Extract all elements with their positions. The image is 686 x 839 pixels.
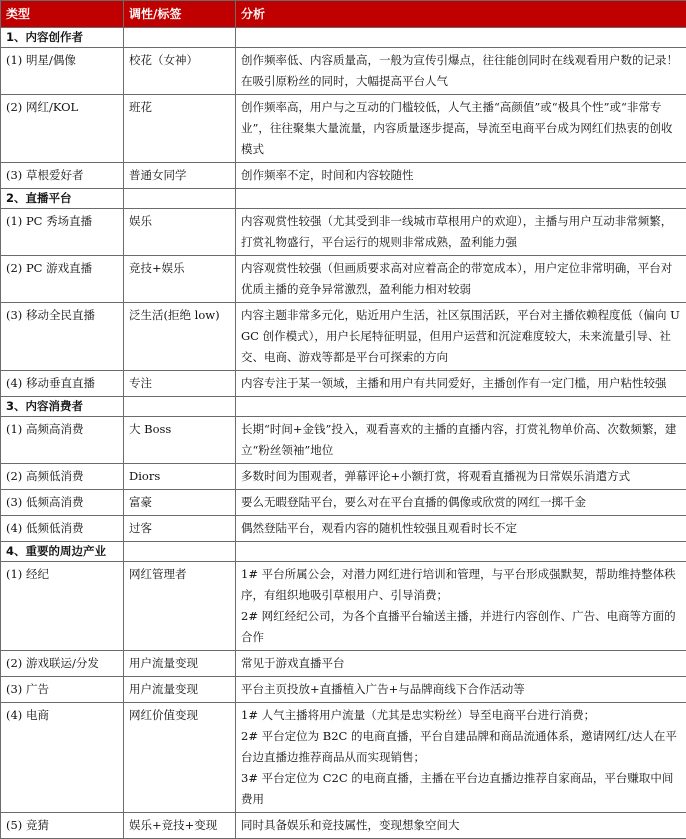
analysis-paragraph: 要么无暇登陆平台，要么对在平台直播的偶像或欣赏的网红一掷千金 [241, 492, 681, 513]
row-analysis [236, 209, 686, 256]
table-row [1, 562, 686, 651]
row-type: (3) 草根爱好者 [1, 163, 124, 189]
section-title: 3、内容消费者 [1, 397, 124, 417]
section-title: 4、重要的周边产业 [1, 542, 124, 562]
row-tone: 娱乐 [124, 209, 236, 256]
analysis-paragraph: 内容观赏性较强（但画质要求高对应着高企的带宽成本），用户定位非常明确，平台对优质主播的竞争异常激烈，盈利能力相对较弱 [241, 258, 681, 300]
row-type: (1) PC 秀场直播 [1, 209, 124, 256]
row-tone: 娱乐+竞技+变现 [124, 813, 236, 839]
row-tone: 竞技+娱乐 [124, 256, 236, 303]
analysis-paragraph: 多数时间为围观者，弹幕评论+小额打赏，将观看直播视为日常娱乐消遣方式 [241, 466, 681, 487]
analysis-paragraph: 2# 网红经纪公司，为各个直播平台输送主播，并进行内容创作、广告、电商等方面的合作 [241, 606, 681, 648]
row-type: (1) 明星/偶像 [1, 48, 124, 95]
row-tone: 校花（女神） [124, 48, 236, 95]
row-analysis [236, 417, 686, 464]
row-analysis [236, 371, 686, 397]
table-row [1, 813, 686, 839]
row-type: (2) 高频低消费 [1, 464, 124, 490]
row-analysis [236, 677, 686, 703]
table-row [1, 677, 686, 703]
table-row [1, 48, 686, 95]
row-type: (4) 电商 [1, 703, 124, 813]
row-type: (1) 高频高消费 [1, 417, 124, 464]
row-tone: 过客 [124, 516, 236, 542]
row-tone: 富豪 [124, 490, 236, 516]
row-type: (4) 移动垂直直播 [1, 371, 124, 397]
row-type: (2) 游戏联运/分发 [1, 651, 124, 677]
row-type: (3) 广告 [1, 677, 124, 703]
analysis-paragraph: 平台主页投放+直播植入广告+与品牌商线下合作活动等 [241, 679, 681, 700]
table-row [1, 163, 686, 189]
section-empty-cell [124, 28, 236, 48]
row-analysis [236, 490, 686, 516]
row-tone: 网红价值变现 [124, 703, 236, 813]
row-analysis [236, 95, 686, 163]
row-analysis [236, 562, 686, 651]
analysis-paragraph: 内容观赏性较强（尤其受到非一线城市草根用户的欢迎），主播与用户互动非常频繁，打赏礼物盛行，平台运行的规则非常成熟，盈利能力强 [241, 211, 681, 253]
row-tone: 普通女同学 [124, 163, 236, 189]
table-row [1, 651, 686, 677]
row-tone: 班花 [124, 95, 236, 163]
row-analysis [236, 256, 686, 303]
row-analysis [236, 703, 686, 813]
analysis-paragraph: 创作频率低、内容质量高，一般为宣传引爆点，往往能创同时在线观看用户数的记录！在吸引原粉丝的同时，大幅提高平台人气 [241, 50, 681, 92]
table-row [1, 417, 686, 464]
row-tone: 专注 [124, 371, 236, 397]
analysis-paragraph: 创作频率不定，时间和内容较随性 [241, 165, 681, 186]
row-analysis [236, 48, 686, 95]
table-row [1, 490, 686, 516]
row-tone: 泛生活(拒绝 low) [124, 303, 236, 371]
row-type: (2) PC 游戏直播 [1, 256, 124, 303]
row-type: (3) 低频高消费 [1, 490, 124, 516]
row-analysis [236, 163, 686, 189]
row-analysis [236, 651, 686, 677]
analysis-paragraph: 偶然登陆平台，观看内容的随机性较强且观看时长不定 [241, 518, 681, 539]
analysis-paragraph: 长期“时间+金钱”投入，观看喜欢的主播的直播内容，打赏礼物单价高、次数频繁，建立“粉丝领袖”地位 [241, 419, 681, 461]
row-type: (2) 网红/KOL [1, 95, 124, 163]
analysis-paragraph: 内容专注于某一领域，主播和用户有共同爱好，主播创作有一定门槛，用户粘性较强 [241, 373, 681, 394]
analysis-paragraph: 2# 平台定位为 B2C 的电商直播，平台自建品牌和商品流通体系，邀请网红/达人在平台边直播边推荐商品从而实现销售； [241, 726, 681, 768]
section-empty-cell [236, 189, 686, 209]
section-row [1, 189, 686, 209]
section-empty-cell [124, 397, 236, 417]
analysis-paragraph: 3# 平台定位为 C2C 的电商直播，主播在平台边直播边推荐自家商品，平台赚取中间费用 [241, 768, 681, 810]
row-type: (5) 竞猜 [1, 813, 124, 839]
header-type: 类型 [1, 1, 124, 28]
section-empty-cell [236, 397, 686, 417]
table-row [1, 209, 686, 256]
analysis-paragraph: 内容主题非常多元化，贴近用户生活，社区氛围活跃，平台对主播依赖程度低（偏向 UGC 创作模式），用户长尾特征明显，但用户运营和沉淀难度较大，未来流量引导、社交、电商、游戏等都是平台可探索的方向 [241, 305, 681, 368]
table-row [1, 95, 686, 163]
section-empty-cell [124, 542, 236, 562]
row-tone: 用户流量变现 [124, 677, 236, 703]
table-row [1, 256, 686, 303]
section-row [1, 397, 686, 417]
row-analysis [236, 516, 686, 542]
section-row [1, 28, 686, 48]
row-tone: Diors [124, 464, 236, 490]
header-analysis: 分析 [236, 1, 686, 28]
row-type: (4) 低频低消费 [1, 516, 124, 542]
table-row [1, 464, 686, 490]
section-title: 1、内容创作者 [1, 28, 124, 48]
table-row [1, 371, 686, 397]
analysis-paragraph: 创作频率高，用户与之互动的门槛较低，人气主播“高颜值”或“极具个性”或“非常专业”，往往聚集大量流量，内容质量逐步提高，导流至电商平台成为网红们热衷的创收模式 [241, 97, 681, 160]
row-tone: 网红管理者 [124, 562, 236, 651]
header-tone: 调性/标签 [124, 1, 236, 28]
row-tone: 大 Boss [124, 417, 236, 464]
row-analysis [236, 813, 686, 839]
row-type: (1) 经纪 [1, 562, 124, 651]
analysis-paragraph: 1# 人气主播将用户流量（尤其是忠实粉丝）导至电商平台进行消费； [241, 705, 681, 726]
table-row [1, 303, 686, 371]
section-title: 2、直播平台 [1, 189, 124, 209]
analysis-paragraph: 1# 平台所属公会，对潜力网红进行培训和管理，与平台形成强默契，帮助维持整体秩序，有组织地吸引草根用户、引导消费； [241, 564, 681, 606]
analysis-paragraph: 常见于游戏直播平台 [241, 653, 681, 674]
section-empty-cell [124, 189, 236, 209]
row-tone: 用户流量变现 [124, 651, 236, 677]
table-row [1, 703, 686, 813]
table-header-row [1, 1, 686, 28]
analysis-paragraph: 同时具备娱乐和竞技属性，变现想象空间大 [241, 815, 681, 836]
table-row [1, 516, 686, 542]
section-empty-cell [236, 28, 686, 48]
row-analysis [236, 464, 686, 490]
row-analysis [236, 303, 686, 371]
row-type: (3) 移动全民直播 [1, 303, 124, 371]
section-row [1, 542, 686, 562]
section-empty-cell [236, 542, 686, 562]
